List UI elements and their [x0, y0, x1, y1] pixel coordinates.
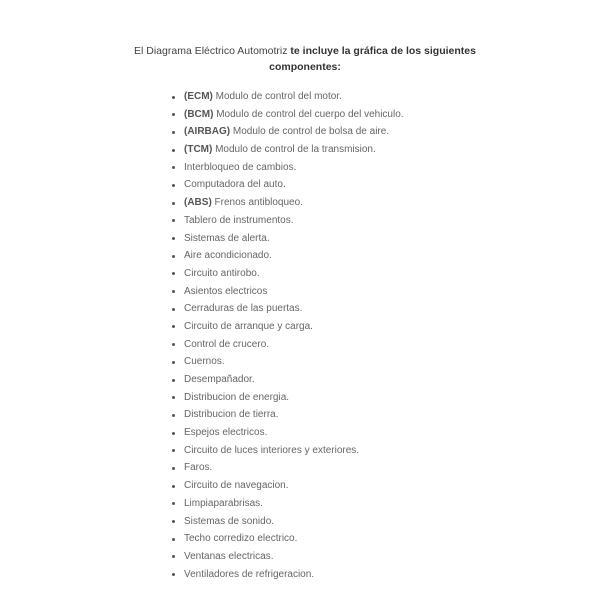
- item-text: Circuito de navegacion.: [184, 480, 289, 492]
- heading: [110, 43, 500, 75]
- bullet-icon: [172, 414, 175, 417]
- bullet-icon: [172, 237, 175, 240]
- item-text: Sistemas de alerta.: [184, 232, 270, 244]
- bullet-icon: [172, 573, 175, 576]
- bullet-icon: [172, 485, 175, 488]
- item-text: Faros.: [184, 462, 213, 474]
- item-text: Espejos electricos.: [184, 427, 268, 439]
- list-item: [170, 495, 404, 513]
- list-item: [170, 141, 404, 159]
- bullet-icon: [172, 467, 175, 470]
- bullet-icon: [172, 396, 175, 399]
- bullet-icon: [172, 96, 175, 99]
- item-text: Limpiaparabrisas.: [184, 497, 263, 509]
- item-code: (AIRBAG): [184, 126, 231, 138]
- bullet-icon: [172, 255, 175, 258]
- item-text: Aire acondicionado.: [184, 250, 272, 262]
- item-text: Distribucion de energia.: [184, 391, 290, 403]
- bullet-icon: [172, 538, 175, 541]
- bullet-icon: [172, 149, 175, 152]
- item-text: Frenos antibloqueo.: [211, 197, 303, 209]
- item-text: Tablero de instrumentos.: [184, 214, 294, 226]
- bullet-icon: [172, 432, 175, 435]
- list-item: [170, 530, 404, 548]
- bullet-icon: [172, 290, 175, 293]
- component-list: [170, 88, 404, 583]
- list-item: [170, 212, 404, 230]
- bullet-icon: [172, 502, 175, 505]
- list-item: [170, 459, 404, 477]
- list-item: [170, 194, 404, 212]
- item-text: Sistemas de sonido.: [184, 515, 275, 527]
- list-item: [170, 548, 404, 566]
- bullet-icon: [172, 202, 175, 205]
- item-text: Interbloqueo de cambios.: [184, 161, 297, 173]
- bullet-icon: [172, 272, 175, 275]
- item-text: Cerraduras de las puertas.: [184, 303, 303, 315]
- item-text: Ventiladores de refrigeracion.: [184, 568, 315, 580]
- list-item: [170, 389, 404, 407]
- list-item: [170, 283, 404, 301]
- list-item: [170, 265, 404, 283]
- bullet-icon: [172, 555, 175, 558]
- item-code: (ECM): [184, 91, 213, 102]
- item-text: Computadora del auto.: [184, 179, 286, 191]
- list-item: [170, 247, 404, 265]
- item-text: Modulo de control de bolsa de aire.: [230, 126, 390, 138]
- list-item: [170, 424, 404, 442]
- heading-bold-text: te incluye la gráfica de los siguientes componentes:: [269, 45, 476, 73]
- bullet-icon: [172, 379, 175, 382]
- item-text: Techo corredizo electrico.: [184, 533, 298, 545]
- item-text: Modulo de control del cuerpo del vehiculo.: [213, 108, 404, 120]
- item-code: (ABS): [184, 197, 212, 209]
- list-item: [170, 477, 404, 495]
- list-item: [170, 371, 404, 389]
- bullet-icon: [172, 325, 175, 328]
- bullet-icon: [172, 113, 175, 116]
- list-item: [170, 230, 404, 248]
- item-code: (TCM): [184, 144, 213, 156]
- bullet-icon: [172, 361, 175, 364]
- item-text: Circuito de arranque y carga.: [184, 320, 313, 332]
- list-item: [170, 123, 404, 141]
- list-item: [170, 159, 404, 177]
- bullet-icon: [172, 166, 175, 169]
- bullet-icon: [172, 184, 175, 187]
- list-item: [170, 336, 404, 354]
- bullet-icon: [172, 131, 175, 134]
- heading-normal-text: El Diagrama Eléctrico Automotriz: [134, 45, 291, 57]
- list-item: [170, 353, 404, 371]
- bullet-icon: [172, 449, 175, 452]
- item-text: Circuito antirobo.: [184, 267, 260, 279]
- item-text: Asientos electricos: [184, 285, 268, 297]
- bullet-icon: [172, 343, 175, 346]
- item-text: Ventanas electricas.: [184, 550, 274, 562]
- list-item: [170, 176, 404, 194]
- item-code: (BCM): [184, 108, 214, 120]
- item-text: Distribucion de tierra.: [184, 409, 279, 421]
- item-text: Circuito de luces interiores y exteriores.: [184, 444, 360, 456]
- list-item: [170, 406, 404, 424]
- item-text: Modulo de control de la transmision.: [212, 144, 376, 156]
- bullet-icon: [172, 308, 175, 311]
- list-item: [170, 300, 404, 318]
- list-item: [170, 88, 404, 106]
- item-text: Control de crucero.: [184, 338, 270, 350]
- item-text: Desempañador.: [184, 374, 255, 385]
- item-text: Modulo de control del motor.: [212, 91, 342, 102]
- item-text: Cuernos.: [184, 356, 225, 368]
- list-item: [170, 566, 404, 584]
- bullet-icon: [172, 219, 175, 222]
- list-item: [170, 442, 404, 460]
- bullet-icon: [172, 520, 175, 523]
- list-item: [170, 513, 404, 531]
- list-item: [170, 106, 404, 124]
- list-item: [170, 318, 404, 336]
